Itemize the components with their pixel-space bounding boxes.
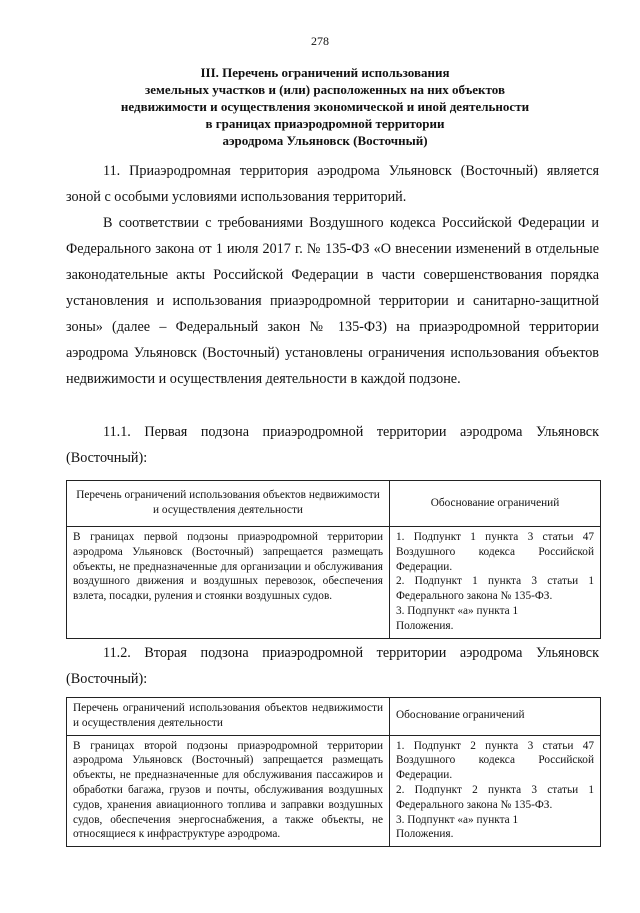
heading-line: в границах приаэродромной территории — [205, 116, 445, 131]
page-number: 278 — [311, 34, 329, 48]
restriction-cell: В границах второй подзоны приаэродромной территории аэродрома Ульяновск (Восточный) запрещается размещать объекты, не предназначенные для обслуживания пассажиров и обработки багажа, грузов и почты, обслуживания воздушных судов, хранения авиационного топлива и заправки воздушных судов, обеспечения энергоснабжения, а также объекты, не относящиеся к инфраструктуре аэродрома. — [67, 735, 390, 847]
basis-item: 1. Подпункт 2 пункта 3 статьи 47 Воздушного кодекса Российской Федерации. — [396, 739, 594, 782]
heading-line: III. Перечень ограничений использования — [200, 65, 450, 80]
paragraph-11: 11. Приаэродромная территория аэродрома Ульяновск (Восточный) является зоной с особыми условиями использования территорий. — [66, 163, 599, 205]
heading-line: недвижимости и осуществления экономической и иной деятельности — [120, 99, 530, 114]
paragraph-legal-basis: В соответствии с требованиями Воздушного кодекса Российской Федерации и Федерального закона от 1 июля 2017 г. № 135-ФЗ «О внесении изменений в отдельные законодательные акты Российской Федерации в части совершенствования порядка установления и использования приаэродромной территории и санитарно-защитной зоны» (далее – Федеральный закон № 135-ФЗ) на приаэродромной территории аэродрома Ульяновск (Восточный) установлены ограничения использования объектов недвижимости и осуществления деятельности в каждой подзоне. — [66, 215, 599, 387]
paragraph-11-1: 11.1. Первая подзона приаэродромной территории аэродрома Ульяновск (Восточный): — [66, 424, 599, 466]
basis-cell — [390, 527, 601, 639]
table-row — [67, 735, 601, 847]
basis-item: 2. Подпункт 2 пункта 3 статьи 1 Федерального закона № 135-ФЗ. — [396, 783, 594, 811]
basis-cell — [390, 735, 601, 847]
heading-line: земельных участков и (или) расположенных на них объектов — [145, 82, 505, 97]
basis-item: 3. Подпункт «а» пункта 1 — [396, 604, 519, 617]
basis-item: Положения. — [396, 619, 454, 632]
section-heading — [60, 64, 590, 149]
basis-item: 3. Подпункт «а» пункта 1 — [396, 813, 519, 826]
restriction-cell: В границах первой подзоны приаэродромной территории аэродрома Ульяновск (Восточный) запрещается размещать объекты, не предназначенные для организации и обслуживания воздушного движения и воздушных перевозок, обеспечения взлета, посадки, руления и стоянки воздушных судов. — [67, 527, 390, 639]
heading-line: аэродрома Ульяновск (Восточный) — [222, 133, 428, 148]
restrictions-table-subzone-1 — [66, 480, 601, 639]
restrictions-table-subzone-2 — [66, 697, 601, 847]
basis-item: 1. Подпункт 1 пункта 3 статьи 47 Воздушного кодекса Российской Федерации. — [396, 531, 594, 573]
basis-item: 2. Подпункт 1 пункта 3 статьи 1 Федерального закона № 135-ФЗ. — [396, 575, 594, 603]
table-row — [67, 527, 601, 639]
basis-item: Положения. — [396, 828, 454, 841]
table-header-restrictions: Перечень ограничений использования объектов недвижимости и осуществления деятельности — [67, 698, 390, 736]
paragraph-11-2: 11.2. Вторая подзона приаэродромной территории аэродрома Ульяновск (Восточный): — [66, 645, 599, 687]
table-header-restrictions: Перечень ограничений использования объектов недвижимости и осуществления деятельности — [67, 481, 390, 527]
table-header-basis: Обоснование ограничений — [390, 698, 601, 736]
table-header-basis: Обоснование ограничений — [390, 481, 601, 527]
